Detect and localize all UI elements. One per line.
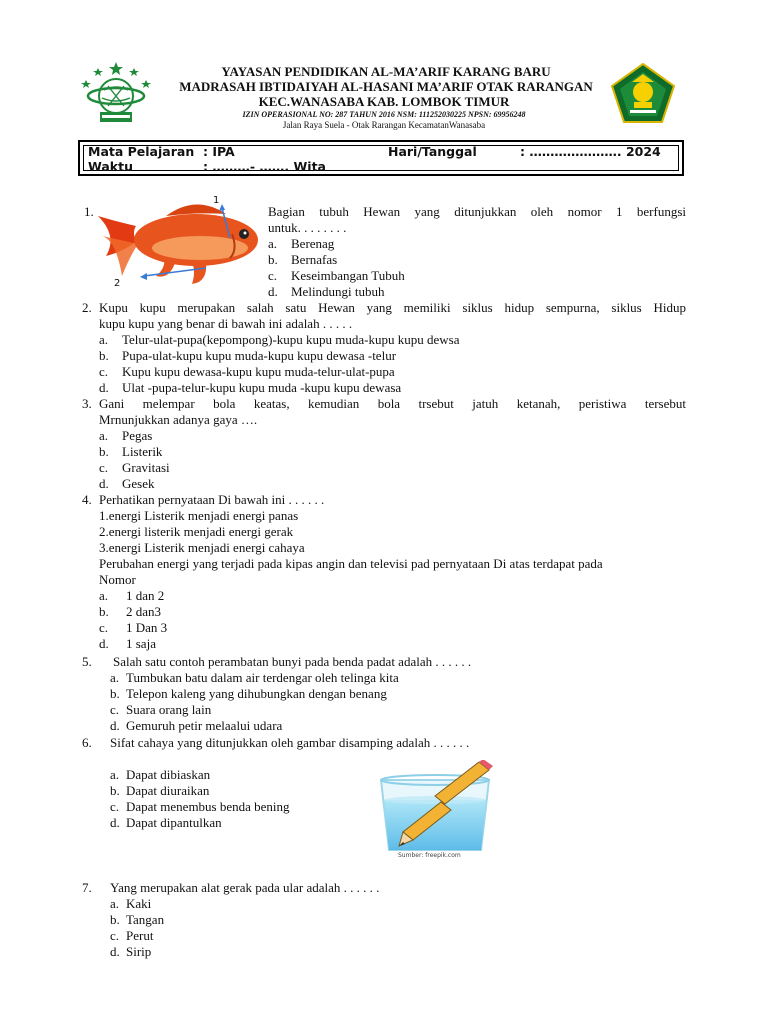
q4-statement-2: 2.energi listerik menjadi energi gerak [99, 524, 294, 539]
q4-number: 4. [82, 492, 92, 507]
q4-option-b: 2 dan3 [126, 604, 162, 619]
q4-option-d: 1 saja [126, 636, 156, 651]
q7-letter-d: d. [110, 944, 120, 959]
q4-letter-a: a. [99, 588, 109, 603]
q5-option-a: Tumbukan batu dalam air terdengar oleh telinga kita [126, 670, 399, 685]
q3-letter-b: b. [99, 444, 109, 459]
q4-letter-c: c. [99, 620, 109, 635]
image-source-caption: Sumber: freepik.com [398, 852, 461, 859]
q2-option-c: Kupu kupu dewasa-kupu kupu muda-telur-ulat-pupa [122, 364, 395, 379]
q7-text: Yang merupakan alat gerak pada ular adalah . . . . . . [110, 880, 380, 895]
fish-image-icon [96, 196, 260, 288]
day-label: Hari/Tanggal [388, 144, 477, 159]
q3-text-cont: Mrnunjukkan adanya gaya …. [99, 412, 258, 427]
q6-option-b: Dapat diuraikan [126, 783, 210, 798]
q3-option-d: Gesek [122, 476, 155, 491]
q1-text: Bagian tubuh Hewan yang ditunjukkan oleh nomor 1 berfungsi [268, 204, 686, 219]
q2-option-a: Telur-ulat-pupa(kepompong)-kupu kupu muda-kupu kupu dewsa [122, 332, 460, 347]
pencil-in-water-glass-icon [375, 760, 500, 854]
q3-letter-d: d. [99, 476, 109, 491]
q6-text: Sifat cahaya yang ditunjukkan oleh gambar disamping adalah . . . . . . [110, 735, 470, 750]
q1-option-d: Melindungi tubuh [291, 284, 385, 299]
q2-text-cont: kupu kupu yang benar di bawah ini adalah . . . . . [99, 316, 353, 331]
q1-option-b: Bernafas [291, 252, 338, 267]
q5-letter-a: a. [110, 670, 120, 685]
q5-option-d: Gemuruh petir melaalui udara [126, 718, 283, 733]
q6-option-a: Dapat dibiaskan [126, 767, 211, 782]
q2-letter-d: d. [99, 380, 109, 395]
foundation-name: YAYASAN PENDIDIKAN AL-MA’ARIF KARANG BARU [221, 64, 551, 79]
fish-label-2: 2 [114, 278, 121, 289]
q2-number: 2. [82, 300, 92, 315]
q4-text-b: Perubahan energi yang terjadi pada kipas angin dan televisi pad pernyataan Di atas terdapat pada [99, 556, 603, 571]
q5-option-c: Suara orang lain [126, 702, 212, 717]
q7-letter-c: c. [110, 928, 120, 943]
subject-value: : IPA [203, 144, 235, 159]
q4-statement-3: 3.energi Listerik menjadi energi cahaya [99, 540, 305, 555]
fish-label-1: 1 [213, 195, 220, 206]
time-label: Waktu [88, 159, 133, 174]
q3-text: Gani melempar bola keatas, kemudian bola trsebut jatuh ketanah, peristiwa tersebut [99, 396, 686, 411]
q3-option-c: Gravitasi [122, 460, 170, 475]
q3-number: 3. [82, 396, 92, 411]
q7-option-c: Perut [126, 928, 154, 943]
q3-letter-c: c. [99, 460, 109, 475]
q4-option-c: 1 Dan 3 [126, 620, 168, 635]
license-info: IZIN OPERASIONAL NO: 287 TAHUN 2016 NSM: 111252030225 NPSN: 69956248 [242, 110, 526, 119]
q6-letter-c: c. [110, 799, 120, 814]
q1-letter-c: c. [268, 268, 278, 283]
q6-option-d: Dapat dipantulkan [126, 815, 222, 830]
q6-letter-b: b. [110, 783, 120, 798]
q6-letter-a: a. [110, 767, 120, 782]
kemenag-logo-icon [610, 62, 676, 124]
q1-text-cont: untuk. . . . . . . . [268, 220, 347, 235]
q1-option-c: Keseimbangan Tubuh [291, 268, 405, 283]
q5-letter-c: c. [110, 702, 120, 717]
q2-letter-c: c. [99, 364, 109, 379]
q7-option-b: Tangan [126, 912, 165, 927]
q6-letter-d: d. [110, 815, 120, 830]
q1-letter-d: d. [268, 284, 278, 299]
subject-label: Mata Pelajaran [88, 144, 195, 159]
time-value: : ………- ……. Wita [203, 159, 326, 174]
q7-number: 7. [82, 880, 92, 895]
q4-statement-1: 1.energi Listerik menjadi energi panas [99, 508, 299, 523]
q4-letter-d: d. [99, 636, 109, 651]
q2-option-b: Pupa-ulat-kupu kupu muda-kupu kupu dewasa -telur [122, 348, 397, 363]
q7-letter-a: a. [110, 896, 120, 911]
q4-text-c: Nomor [99, 572, 136, 587]
school-name: MADRASAH IBTIDAIYAH AL-HASANI MA’ARIF OTAK RARANGAN [179, 79, 593, 94]
q2-letter-a: a. [99, 332, 109, 347]
q1-letter-a: a. [268, 236, 278, 251]
q2-option-d: Ulat -pupa-telur-kupu kupu muda -kupu kupu dewasa [122, 380, 402, 395]
q5-text: Salah satu contoh perambatan bunyi pada benda padat adalah . . . . . . [113, 654, 472, 669]
q6-number: 6. [82, 735, 92, 750]
q1-number: 1. [84, 204, 94, 219]
q5-number: 5. [82, 654, 92, 669]
q1-letter-b: b. [268, 252, 278, 267]
q3-letter-a: a. [99, 428, 109, 443]
q7-letter-b: b. [110, 912, 120, 927]
q7-option-d: Sirip [126, 944, 152, 959]
q1-option-a: Berenag [291, 236, 335, 251]
q5-letter-d: d. [110, 718, 120, 733]
q5-option-b: Telepon kaleng yang dihubungkan dengan benang [126, 686, 387, 701]
q4-text: Perhatikan pernyataan Di bawah ini . . . . . . [99, 492, 325, 507]
district-name: KEC.WANASABA KAB. LOMBOK TIMUR [258, 94, 510, 109]
q5-letter-b: b. [110, 686, 120, 701]
q4-option-a: 1 dan 2 [126, 588, 165, 603]
q7-option-a: Kaki [126, 896, 152, 911]
q6-option-c: Dapat menembus benda bening [126, 799, 290, 814]
q4-letter-b: b. [99, 604, 109, 619]
q3-option-a: Pegas [122, 428, 153, 443]
q2-text: Kupu kupu merupakan salah satu Hewan yang memiliki siklus hidup sempurna, siklus Hidup [99, 300, 686, 315]
q2-letter-b: b. [99, 348, 109, 363]
q3-option-b: Listerik [122, 444, 163, 459]
day-value: : …………………. 2024 [520, 144, 661, 159]
address: Jalan Raya Suela - Otak Rarangan KecamatanWanasaba [282, 120, 486, 130]
